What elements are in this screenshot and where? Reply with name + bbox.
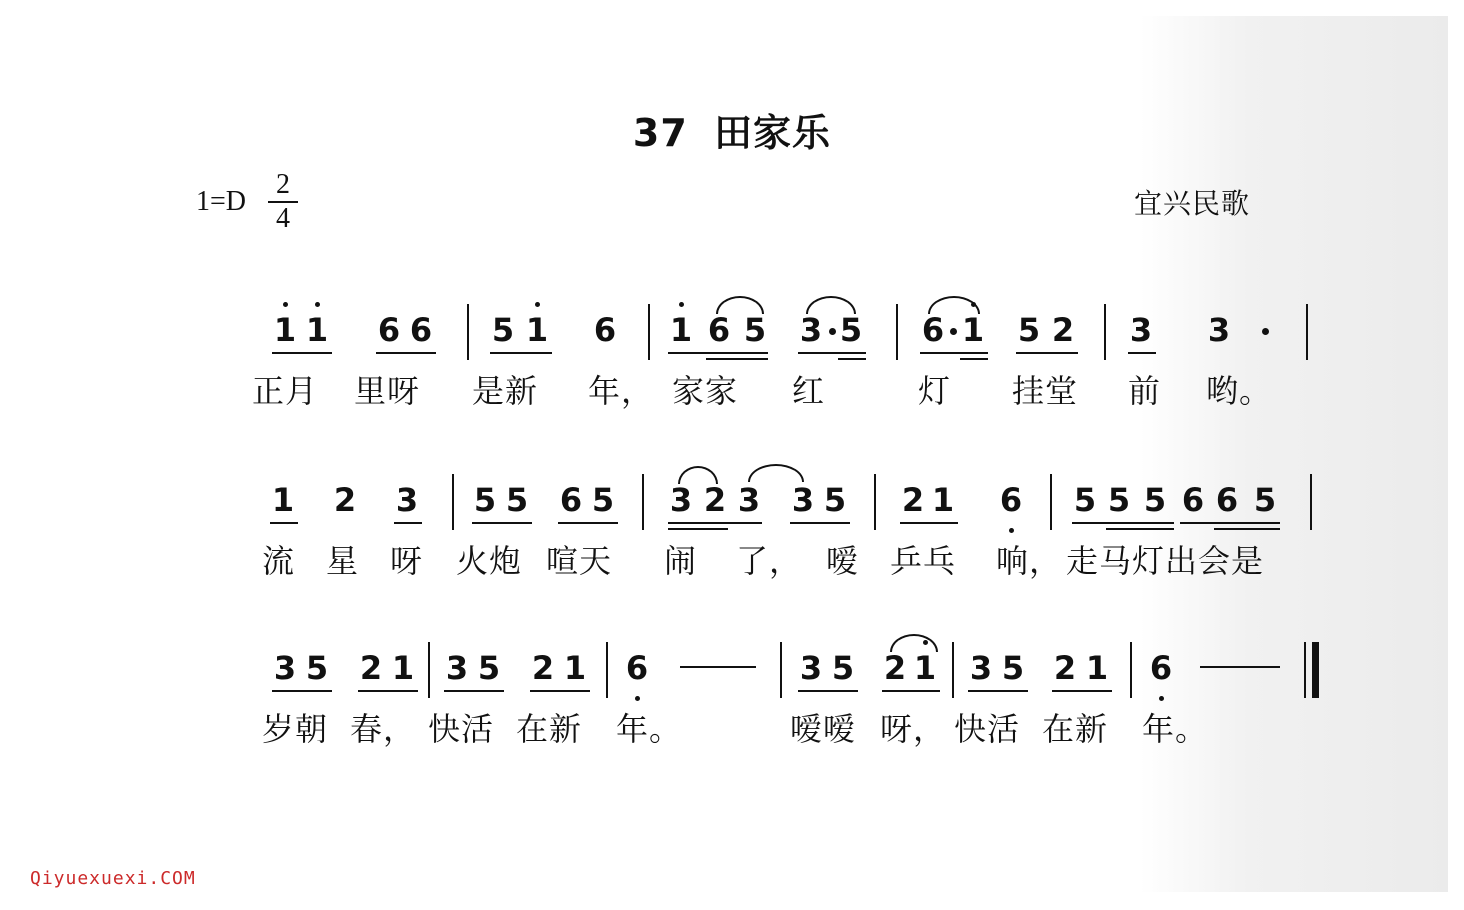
lyric: 在新 <box>1042 710 1109 748</box>
note: 3 <box>969 649 993 687</box>
underline <box>838 358 866 360</box>
final-barline-thin <box>1304 642 1306 698</box>
lyric: 走马灯出会是 <box>1066 542 1265 580</box>
song-source: 宜兴民歌 <box>1134 187 1251 220</box>
note: 3 <box>445 649 469 687</box>
note: 5 <box>1073 481 1097 519</box>
lyric: 岁朝 <box>262 710 329 748</box>
note: 1 <box>913 649 937 687</box>
extension-dash <box>1200 666 1280 668</box>
note: 5 <box>839 311 863 349</box>
augmentation-dot <box>950 328 957 335</box>
note: 5 <box>505 481 529 519</box>
lyric: 里呀 <box>354 372 421 410</box>
underline <box>668 352 768 354</box>
barline <box>874 474 876 530</box>
underline <box>1180 522 1280 524</box>
lyric: 嗳嗳 <box>790 710 857 748</box>
lyric: 了， <box>736 542 803 580</box>
staff-line-3 <box>0 648 1464 778</box>
underline <box>790 522 850 524</box>
time-bottom: 4 <box>276 203 290 234</box>
barline <box>452 474 454 530</box>
augmentation-dot <box>1262 328 1269 335</box>
lyric: 正月 <box>252 372 319 410</box>
note: 1 <box>961 311 985 349</box>
underline <box>1128 352 1156 354</box>
time-top: 2 <box>276 169 290 200</box>
lyric: 在新 <box>516 710 583 748</box>
barline <box>642 474 644 530</box>
note: 5 <box>1253 481 1277 519</box>
note: 6 <box>377 311 401 349</box>
underline <box>376 352 436 354</box>
lyric: 嗳 <box>826 542 860 580</box>
note: 3 <box>799 649 823 687</box>
low-octave-dot <box>1009 528 1014 533</box>
staff-line-2 <box>0 480 1464 610</box>
barline <box>606 642 608 698</box>
note: 6 <box>593 311 617 349</box>
underline <box>270 522 298 524</box>
lyric: 灯 <box>918 372 952 410</box>
note: 6 <box>559 481 583 519</box>
note: 3 <box>395 481 419 519</box>
note: 5 <box>1017 311 1041 349</box>
note: 5 <box>831 649 855 687</box>
underline <box>900 522 958 524</box>
note: 6 <box>1181 481 1205 519</box>
final-barline-thick <box>1312 642 1319 698</box>
barline <box>780 642 782 698</box>
underline <box>444 690 504 692</box>
note: 5 <box>1143 481 1167 519</box>
barline <box>1306 304 1308 360</box>
underline <box>272 352 332 354</box>
underline <box>1106 528 1174 530</box>
slur <box>928 296 980 314</box>
lyric: 呀 <box>390 542 424 580</box>
lyric: 年， <box>588 372 655 410</box>
song-title <box>0 102 1464 157</box>
barline <box>1310 474 1312 530</box>
note: 2 <box>901 481 925 519</box>
lyric: 快活 <box>428 710 495 748</box>
note: 1 <box>525 311 549 349</box>
note: 6 <box>1149 649 1173 687</box>
slur <box>890 634 938 652</box>
lyric: 火炮 <box>456 542 523 580</box>
barline <box>648 304 650 360</box>
underline <box>272 690 332 692</box>
underline <box>1016 352 1078 354</box>
slur <box>806 296 856 314</box>
underline <box>798 690 858 692</box>
note: 3 <box>1129 311 1153 349</box>
note: 5 <box>823 481 847 519</box>
key-signature: 1=D <box>196 186 247 217</box>
underline <box>394 522 422 524</box>
note: 1 <box>669 311 693 349</box>
lyric: 年。 <box>1142 710 1209 748</box>
note: 6 <box>1215 481 1239 519</box>
underline <box>1214 528 1280 530</box>
song-number: 37 <box>632 111 688 155</box>
note: 6 <box>921 311 945 349</box>
note: 3 <box>799 311 823 349</box>
lyric: 哟。 <box>1206 372 1273 410</box>
lyric: 呀， <box>880 710 947 748</box>
underline <box>920 352 988 354</box>
underline <box>1072 522 1174 524</box>
song-name: 田家乐 <box>714 111 832 155</box>
staff-line-1 <box>0 310 1464 440</box>
site-watermark: Qiyuexuexi.COM <box>30 868 196 889</box>
low-octave-dot <box>1159 696 1164 701</box>
note: 3 <box>273 649 297 687</box>
barline <box>467 304 469 360</box>
lyric: 喧天 <box>546 542 613 580</box>
underline <box>968 690 1028 692</box>
note: 3 <box>1207 311 1231 349</box>
slur <box>716 296 764 314</box>
note: 5 <box>491 311 515 349</box>
underline <box>358 690 418 692</box>
underline <box>1052 690 1112 692</box>
lyric: 年。 <box>616 710 683 748</box>
barline <box>1050 474 1052 530</box>
note: 2 <box>883 649 907 687</box>
note: 6 <box>999 481 1023 519</box>
note: 1 <box>563 649 587 687</box>
barline <box>1130 642 1132 698</box>
note: 2 <box>531 649 555 687</box>
underline <box>530 690 590 692</box>
lyric: 是新 <box>472 372 539 410</box>
underline <box>882 690 940 692</box>
barline <box>1104 304 1106 360</box>
augmentation-dot <box>829 328 836 335</box>
underline <box>668 528 728 530</box>
lyric: 春， <box>350 710 417 748</box>
note: 2 <box>359 649 383 687</box>
note: 1 <box>271 481 295 519</box>
lyric: 挂堂 <box>1012 372 1079 410</box>
note: 3 <box>669 481 693 519</box>
slur <box>678 466 718 484</box>
note: 1 <box>391 649 415 687</box>
underline <box>558 522 618 524</box>
note: 1 <box>305 311 329 349</box>
note: 6 <box>707 311 731 349</box>
barline <box>952 642 954 698</box>
lyric: 响， <box>996 542 1063 580</box>
note: 3 <box>737 481 761 519</box>
note: 5 <box>591 481 615 519</box>
barline <box>896 304 898 360</box>
note: 1 <box>931 481 955 519</box>
note: 2 <box>333 481 357 519</box>
note: 2 <box>1053 649 1077 687</box>
lyric: 乒乓 <box>890 542 957 580</box>
underline <box>472 522 532 524</box>
lyric: 流 <box>262 542 296 580</box>
note: 1 <box>1085 649 1109 687</box>
note: 2 <box>1051 311 1075 349</box>
barline <box>428 642 430 698</box>
lyric: 红 <box>792 372 826 410</box>
time-signature <box>268 170 298 234</box>
underline <box>490 352 552 354</box>
underline <box>706 358 768 360</box>
note: 5 <box>1107 481 1131 519</box>
note: 6 <box>625 649 649 687</box>
note: 6 <box>409 311 433 349</box>
extension-dash <box>680 666 756 668</box>
note: 5 <box>305 649 329 687</box>
note: 3 <box>791 481 815 519</box>
underline <box>960 358 988 360</box>
lyric: 快活 <box>954 710 1021 748</box>
note: 5 <box>477 649 501 687</box>
note: 5 <box>1001 649 1025 687</box>
lyric: 前 <box>1128 372 1162 410</box>
note: 5 <box>473 481 497 519</box>
low-octave-dot <box>635 696 640 701</box>
underline <box>668 522 762 524</box>
lyric: 星 <box>326 542 360 580</box>
note: 5 <box>743 311 767 349</box>
underline <box>798 352 866 354</box>
note: 2 <box>703 481 727 519</box>
note: 1 <box>273 311 297 349</box>
lyric: 家家 <box>672 372 739 410</box>
lyric: 闹 <box>664 542 698 580</box>
